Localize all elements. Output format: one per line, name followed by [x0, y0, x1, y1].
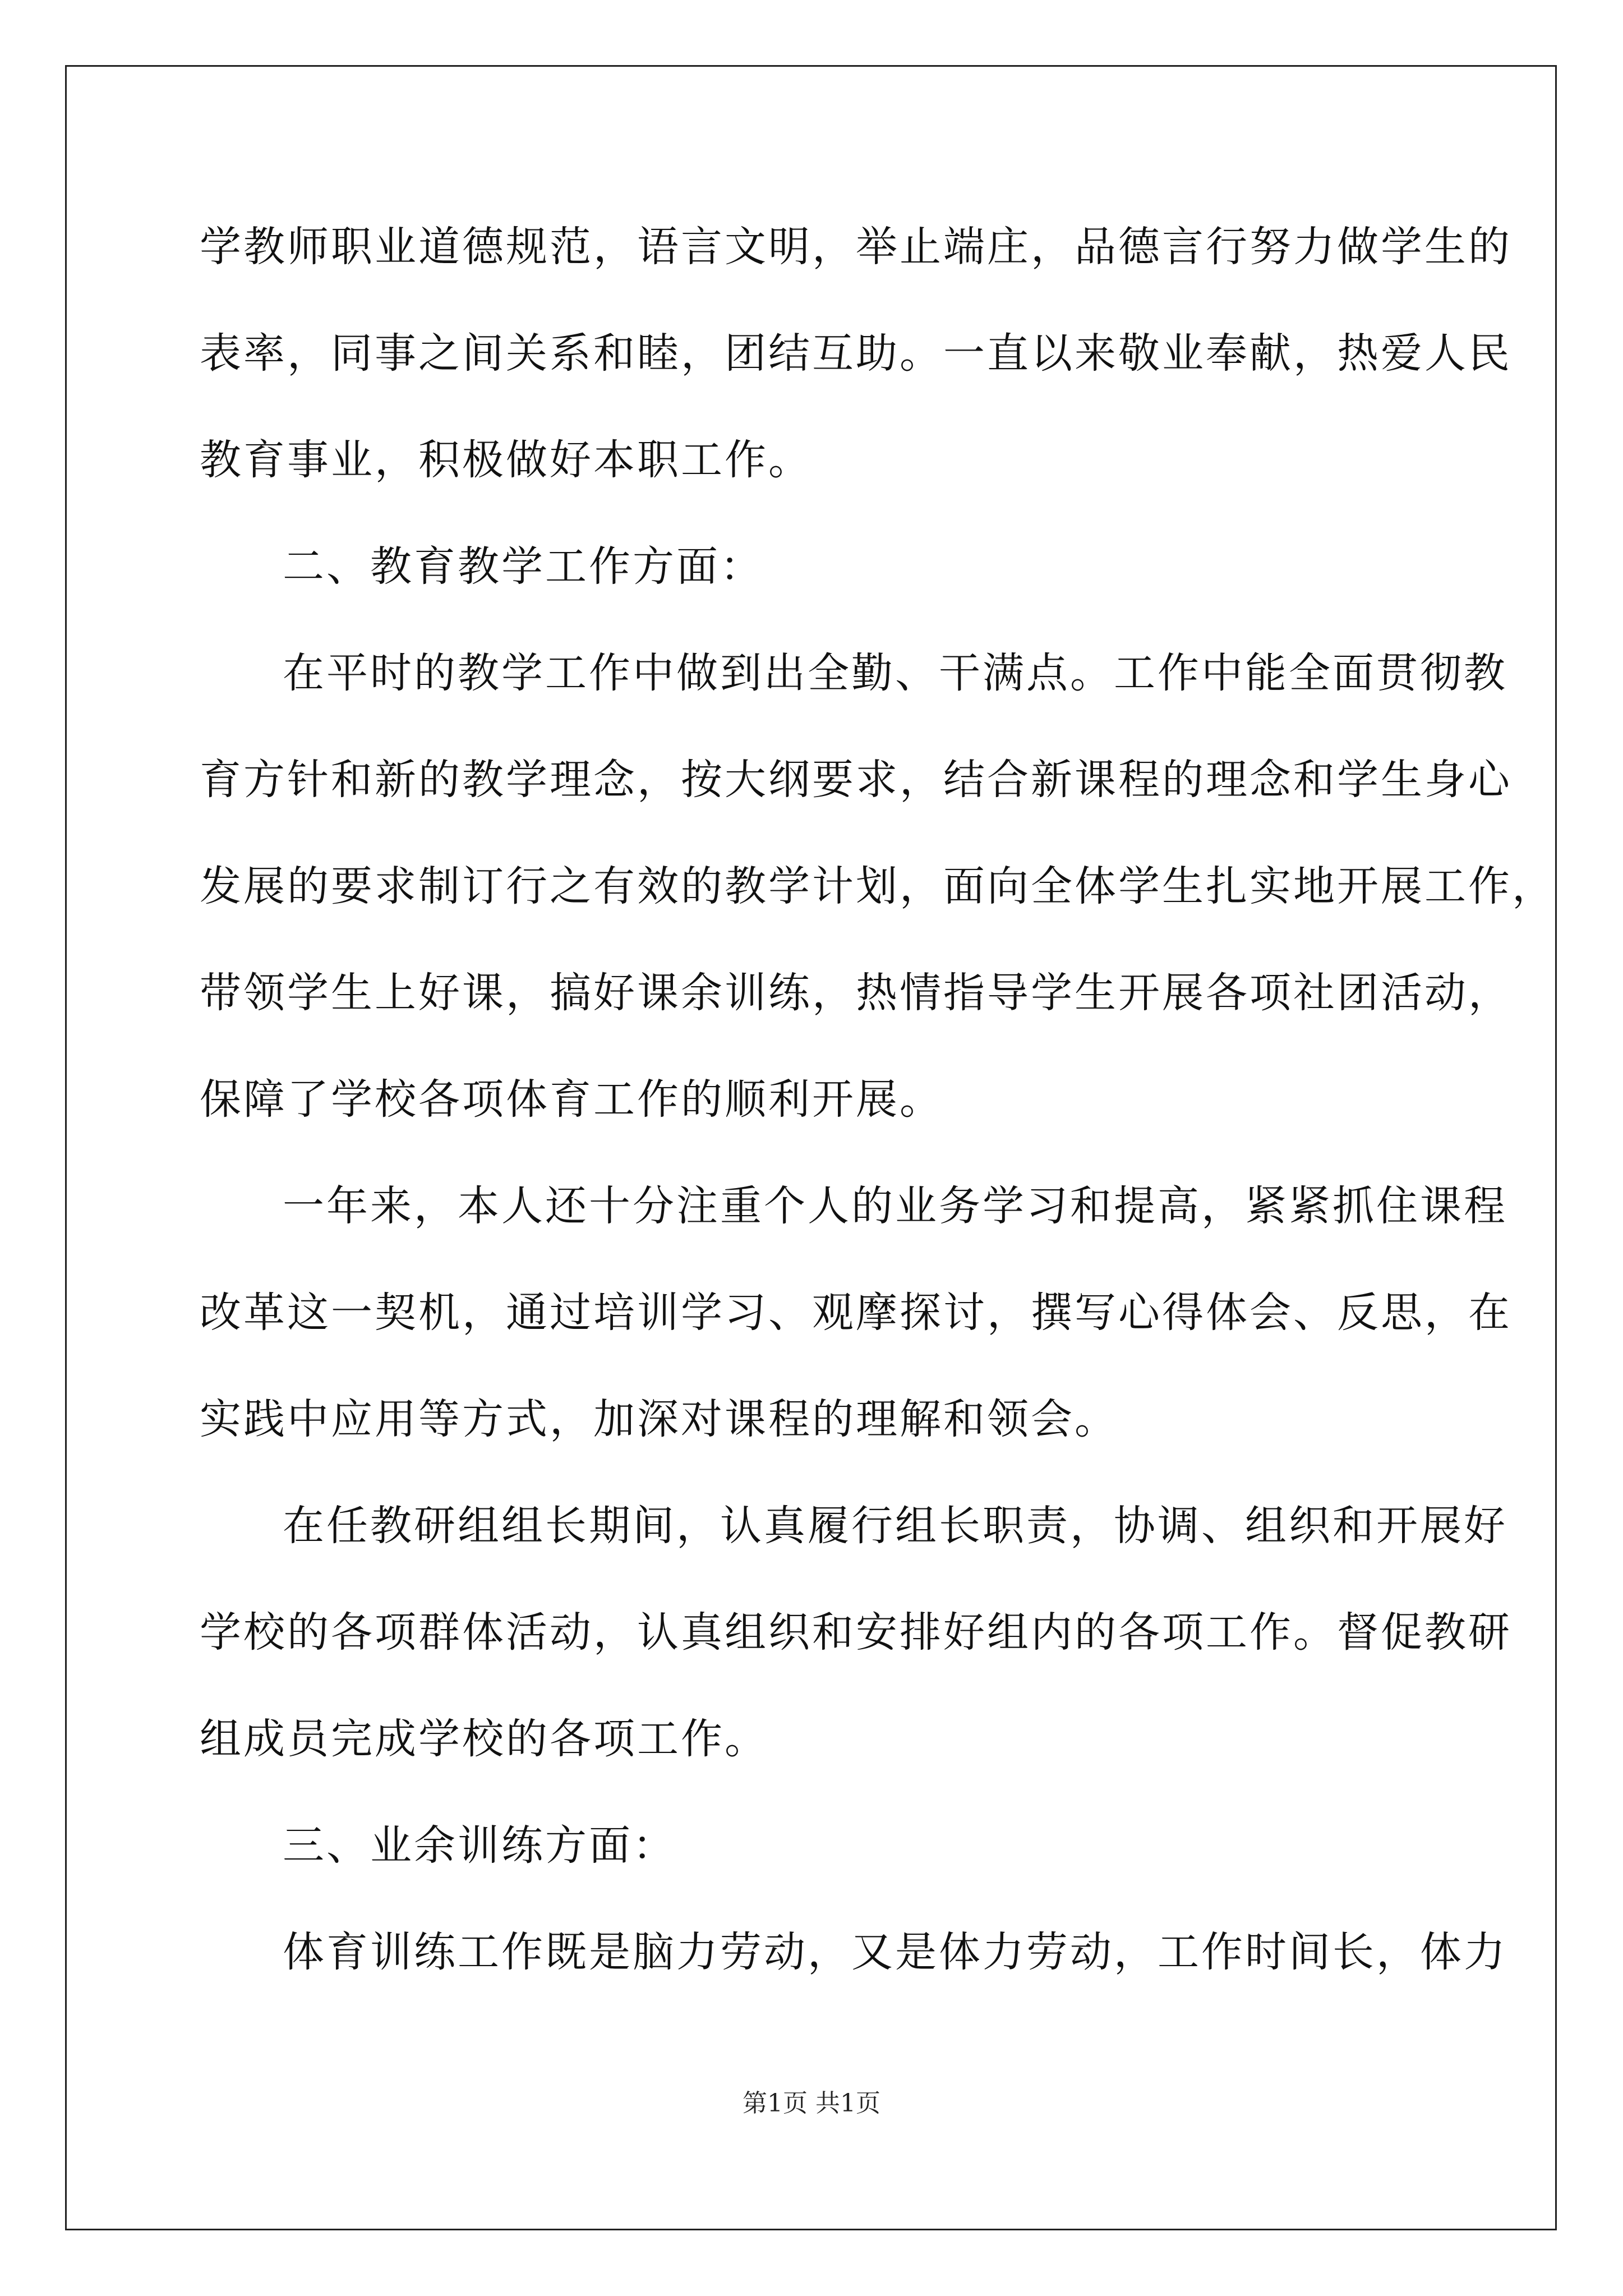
text-line-13: 在任教研组组长期间，认真履行组长职责，协调、组织和开展好	[283, 1502, 1507, 1550]
text-line-8: 带领学生上好课，搞好课余训练，热情指导学生开展各项社团活动，	[200, 969, 1512, 1017]
text-line-5: 在平时的教学工作中做到出全勤、干满点。工作中能全面贯彻教	[283, 649, 1507, 697]
text-line-2: 表率，同事之间关系和睦，团结互助。一直以来敬业奉献，热爱人民	[200, 329, 1512, 378]
page-footer: 第1页 共1页	[743, 2089, 880, 2118]
text-line-7: 发展的要求制订行之有效的教学计划，面向全体学生扎实地开展工作，	[200, 862, 1556, 910]
text-line-17: 体育训练工作既是脑力劳动，又是体力劳动，工作时间长，体力	[283, 1928, 1507, 1976]
section-heading-3: 三、业余训练方面：	[283, 1821, 676, 1870]
text-line-14: 学校的各项群体活动，认真组织和安排好组内的各项工作。督促教研	[200, 1608, 1512, 1657]
text-line-1: 学教师职业道德规范，语言文明，举止端庄，品德言行努力做学生的	[200, 223, 1512, 271]
text-line-15: 组成员完成学校的各项工作。	[200, 1715, 768, 1763]
text-line-3: 教育事业，积极做好本职工作。	[200, 436, 812, 484]
text-line-10: 一年来，本人还十分注重个人的业务学习和提高，紧紧抓住课程	[283, 1182, 1507, 1230]
section-heading-2: 二、教育教学工作方面：	[283, 542, 764, 591]
text-line-12: 实践中应用等方式，加深对课程的理解和领会。	[200, 1395, 1118, 1443]
text-line-6: 育方针和新的教学理念，按大纲要求，结合新课程的理念和学生身心	[200, 756, 1512, 804]
text-line-11: 改革这一契机，通过培训学习、观摩探讨，撰写心得体会、反思，在	[200, 1289, 1512, 1337]
text-line-9: 保障了学校各项体育工作的顺利开展。	[200, 1075, 943, 1124]
page-border	[65, 65, 1557, 2230]
